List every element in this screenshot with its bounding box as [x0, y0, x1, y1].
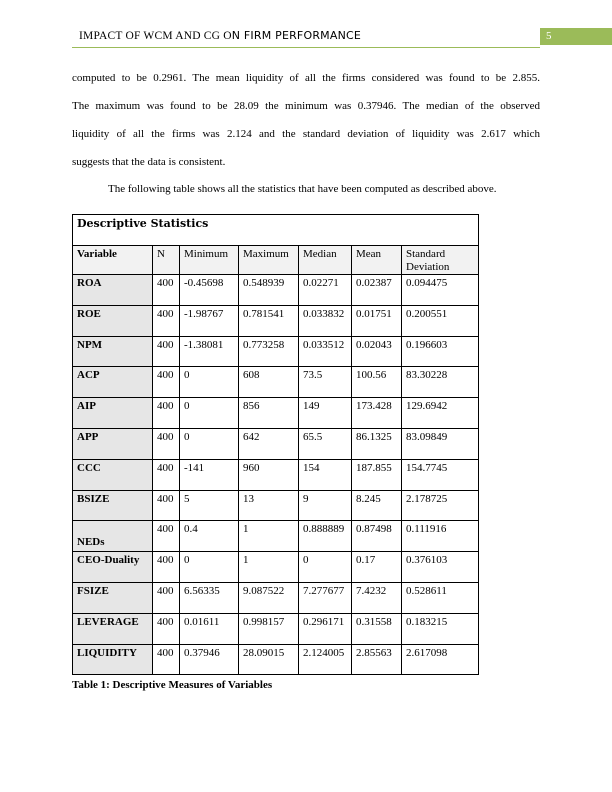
- table-row: [73, 613, 479, 644]
- cell-n: 400: [153, 305, 180, 336]
- paragraph-line: computed to be 0.2961. The mean liquidity of all the firms considered was found to be 2.855.: [72, 72, 540, 84]
- running-header: [79, 29, 361, 42]
- cell-median: 73.5: [299, 367, 352, 398]
- cell-median: 154: [299, 459, 352, 490]
- table-row: [73, 428, 479, 459]
- cell-variable: AIP: [73, 398, 153, 429]
- cell-mean: 187.855: [352, 459, 402, 490]
- cell-minimum: 0: [180, 367, 239, 398]
- cell-std-dev: 0.528611: [402, 582, 479, 613]
- cell-n: 400: [153, 582, 180, 613]
- cell-minimum: -141: [180, 459, 239, 490]
- cell-std-dev: 129.6942: [402, 398, 479, 429]
- descriptive-statistics-table: [72, 214, 479, 675]
- paragraph-line: liquidity of all the firms was 2.124 and the standard deviation of liquidity was 2.617 which: [72, 128, 540, 140]
- cell-maximum: 0.773258: [239, 336, 299, 367]
- cell-variable: LEVERAGE: [73, 613, 153, 644]
- cell-variable: ROA: [73, 275, 153, 306]
- cell-n: 400: [153, 644, 180, 675]
- cell-maximum: 1: [239, 552, 299, 583]
- cell-maximum: 642: [239, 428, 299, 459]
- cell-std-dev: 0.111916: [402, 521, 479, 552]
- cell-median: 0.888889: [299, 521, 352, 552]
- cell-std-dev: 0.376103: [402, 552, 479, 583]
- cell-std-dev: 83.30228: [402, 367, 479, 398]
- cell-maximum: 856: [239, 398, 299, 429]
- cell-maximum: 9.087522: [239, 582, 299, 613]
- header-minimum: Minimum: [180, 246, 239, 275]
- cell-variable: BSIZE: [73, 490, 153, 521]
- cell-median: 0: [299, 552, 352, 583]
- table-row: [73, 644, 479, 675]
- cell-variable: NPM: [73, 336, 153, 367]
- cell-median: 2.124005: [299, 644, 352, 675]
- cell-median: 0.02271: [299, 275, 352, 306]
- cell-variable: CCC: [73, 459, 153, 490]
- cell-std-dev: 0.094475: [402, 275, 479, 306]
- table-title: Descriptive Statistics: [73, 215, 479, 246]
- cell-mean: 7.4232: [352, 582, 402, 613]
- cell-mean: 0.17: [352, 552, 402, 583]
- cell-maximum: 0.998157: [239, 613, 299, 644]
- cell-n: 400: [153, 459, 180, 490]
- header-std-dev: Standard Deviation: [402, 246, 479, 275]
- cell-mean: 173.428: [352, 398, 402, 429]
- table-header-row: [73, 246, 479, 275]
- cell-n: 400: [153, 336, 180, 367]
- cell-n: 400: [153, 521, 180, 552]
- header-title-part-b: N FIRM PERFORMANCE: [231, 29, 362, 42]
- cell-variable: ROE: [73, 305, 153, 336]
- cell-n: 400: [153, 275, 180, 306]
- table-row: [73, 398, 479, 429]
- cell-std-dev: 2.617098: [402, 644, 479, 675]
- cell-std-dev: 83.09849: [402, 428, 479, 459]
- cell-maximum: 960: [239, 459, 299, 490]
- cell-maximum: 1: [239, 521, 299, 552]
- header-n: N: [153, 246, 180, 275]
- cell-variable: CEO-Duality: [73, 552, 153, 583]
- cell-n: 400: [153, 613, 180, 644]
- header-title-part-a: IMPACT OF WCM AND CG O: [79, 30, 232, 42]
- cell-minimum: -1.98767: [180, 305, 239, 336]
- header-variable: Variable: [73, 246, 153, 275]
- paragraph-liquidity: [72, 64, 540, 176]
- cell-n: 400: [153, 490, 180, 521]
- cell-std-dev: 2.178725: [402, 490, 479, 521]
- cell-minimum: 0: [180, 552, 239, 583]
- cell-mean: 0.31558: [352, 613, 402, 644]
- cell-std-dev: 0.200551: [402, 305, 479, 336]
- cell-mean: 0.02387: [352, 275, 402, 306]
- cell-minimum: 6.56335: [180, 582, 239, 613]
- table-row: [73, 552, 479, 583]
- table-row: [73, 490, 479, 521]
- cell-median: 0.033512: [299, 336, 352, 367]
- cell-std-dev: 0.183215: [402, 613, 479, 644]
- cell-median: 65.5: [299, 428, 352, 459]
- header-maximum: Maximum: [239, 246, 299, 275]
- table-row: [73, 336, 479, 367]
- cell-mean: 2.85563: [352, 644, 402, 675]
- cell-variable: NEDs: [73, 521, 153, 552]
- cell-n: 400: [153, 367, 180, 398]
- cell-mean: 0.01751: [352, 305, 402, 336]
- table-caption: Table 1: Descriptive Measures of Variables: [72, 679, 273, 691]
- table-row: [73, 305, 479, 336]
- cell-variable: ACP: [73, 367, 153, 398]
- cell-n: 400: [153, 552, 180, 583]
- cell-minimum: -1.38081: [180, 336, 239, 367]
- table-row: [73, 582, 479, 613]
- cell-maximum: 13: [239, 490, 299, 521]
- cell-maximum: 608: [239, 367, 299, 398]
- cell-minimum: 0.01611: [180, 613, 239, 644]
- header-rule: [72, 47, 540, 48]
- cell-minimum: 0: [180, 428, 239, 459]
- table-body: [73, 275, 479, 675]
- cell-maximum: 0.781541: [239, 305, 299, 336]
- cell-minimum: 0.4: [180, 521, 239, 552]
- cell-mean: 0.87498: [352, 521, 402, 552]
- cell-mean: 0.02043: [352, 336, 402, 367]
- cell-maximum: 28.09015: [239, 644, 299, 675]
- cell-n: 400: [153, 398, 180, 429]
- cell-median: 9: [299, 490, 352, 521]
- cell-variable: LIQUIDITY: [73, 644, 153, 675]
- cell-std-dev: 154.7745: [402, 459, 479, 490]
- cell-median: 7.277677: [299, 582, 352, 613]
- cell-minimum: 0.37946: [180, 644, 239, 675]
- table-row: [73, 521, 479, 552]
- cell-median: 149: [299, 398, 352, 429]
- cell-std-dev: 0.196603: [402, 336, 479, 367]
- table-row: [73, 367, 479, 398]
- cell-minimum: 5: [180, 490, 239, 521]
- cell-median: 0.033832: [299, 305, 352, 336]
- header-median: Median: [299, 246, 352, 275]
- paragraph-line: suggests that the data is consistent.: [72, 156, 226, 168]
- table-row: [73, 459, 479, 490]
- table-row: [73, 275, 479, 306]
- cell-n: 400: [153, 428, 180, 459]
- page-number: 5: [540, 28, 612, 45]
- cell-minimum: -0.45698: [180, 275, 239, 306]
- cell-maximum: 0.548939: [239, 275, 299, 306]
- cell-minimum: 0: [180, 398, 239, 429]
- cell-mean: 100.56: [352, 367, 402, 398]
- paragraph-table-intro: The following table shows all the statistics that have been computed as described above.: [108, 183, 497, 195]
- cell-mean: 8.245: [352, 490, 402, 521]
- cell-mean: 86.1325: [352, 428, 402, 459]
- paragraph-line: The maximum was found to be 28.09 the minimum was 0.37946. The median of the observed: [72, 100, 540, 112]
- cell-variable: FSIZE: [73, 582, 153, 613]
- header-mean: Mean: [352, 246, 402, 275]
- cell-median: 0.296171: [299, 613, 352, 644]
- cell-variable: APP: [73, 428, 153, 459]
